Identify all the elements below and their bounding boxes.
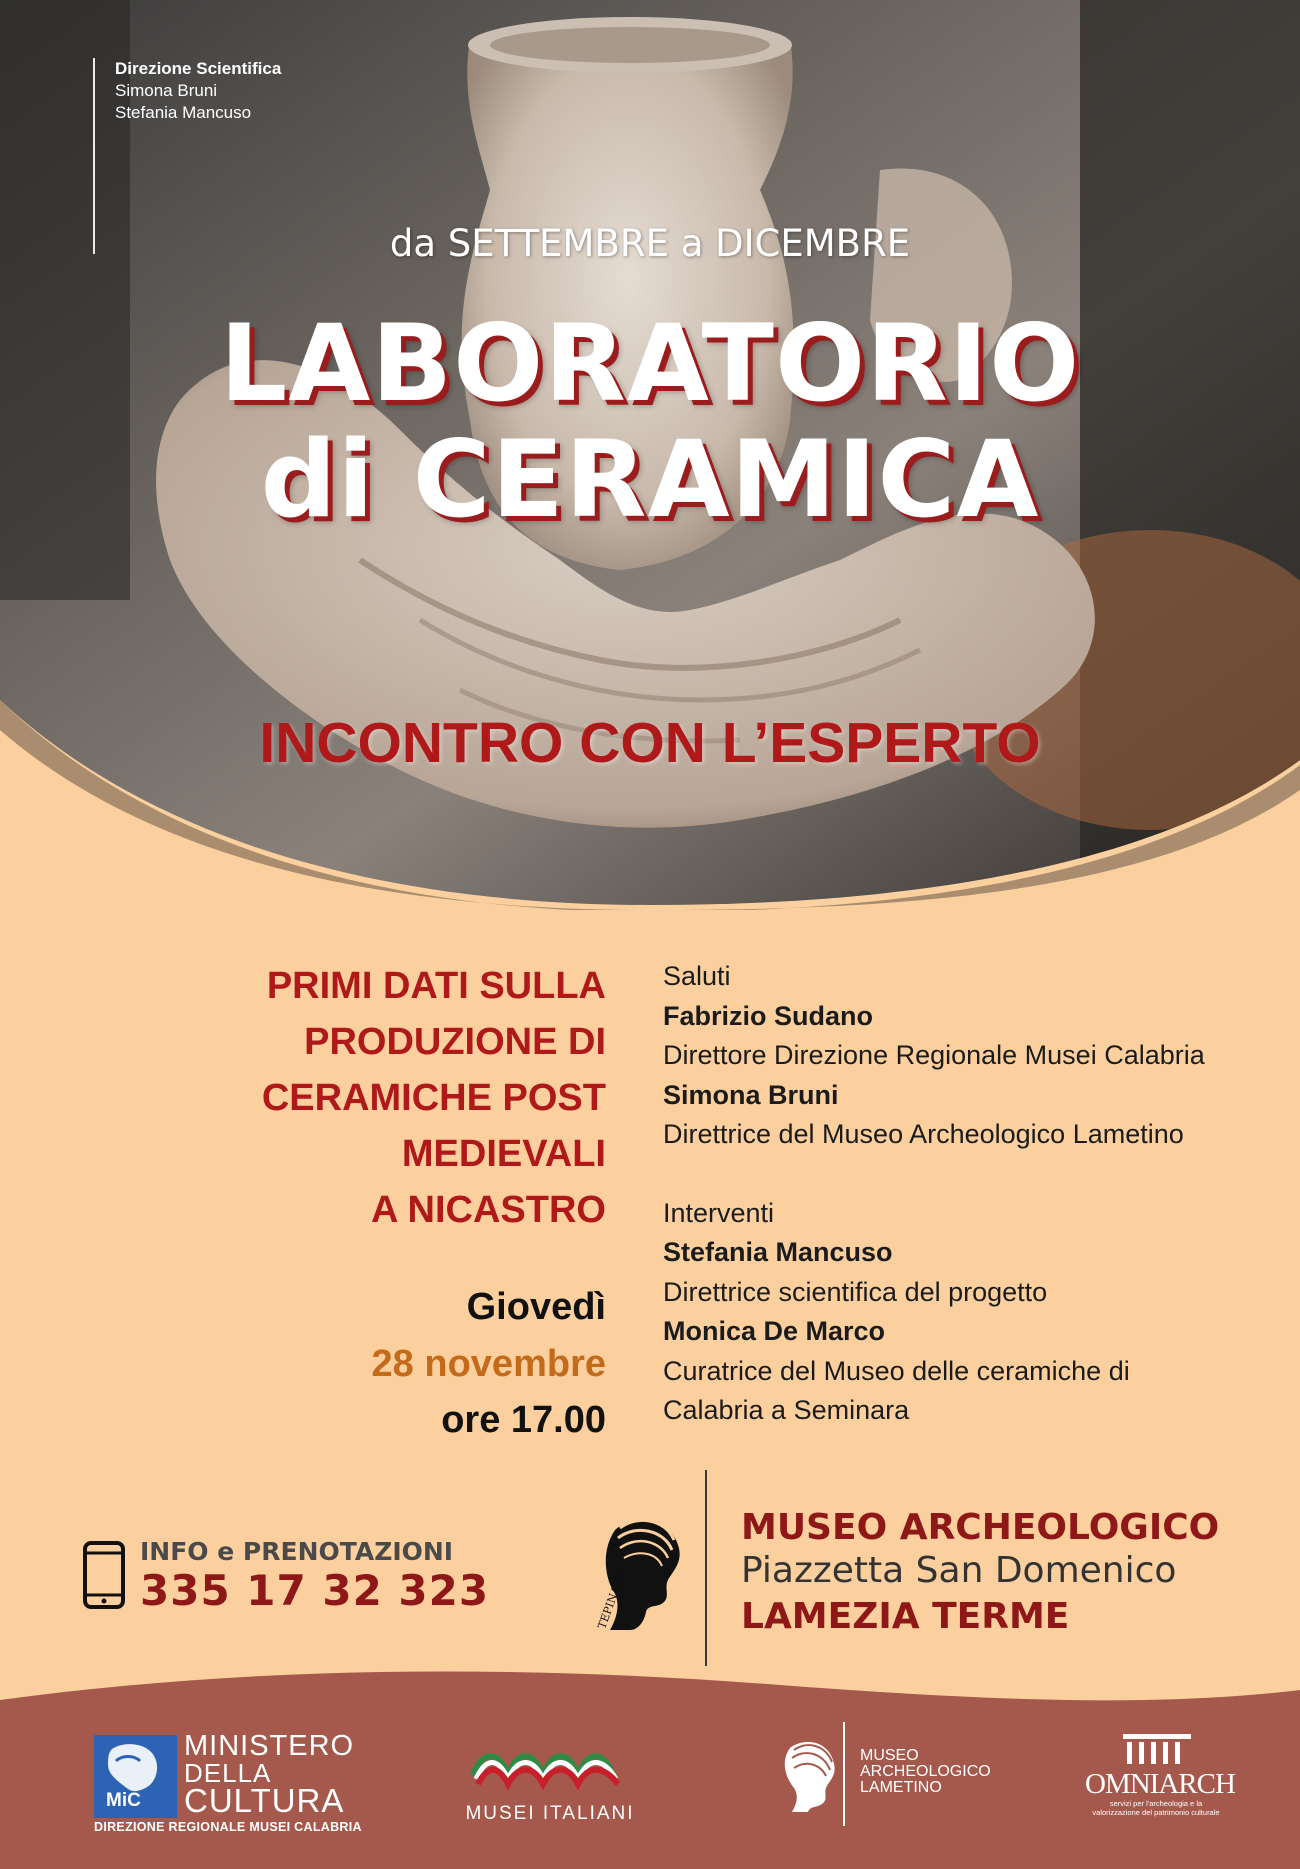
museo-lametino-head-logo [752, 1724, 842, 1824]
tepinaion-lettering: TEPINAION [595, 1562, 631, 1631]
topic-line: CERAMICHE POST [261, 1077, 606, 1119]
info-label: INFO e PRENOTAZIONI [140, 1537, 454, 1566]
speaker-name: Fabrizio Sudano [663, 1000, 874, 1031]
mic-line3: CULTURA [184, 1782, 345, 1819]
hero-text-layer [0, 0, 1300, 910]
main-title-line2: di CERAMICA [260, 418, 1040, 541]
speaker-name: Simona Bruni [663, 1079, 839, 1110]
mic-line1: MINISTERO [184, 1730, 355, 1762]
topic-line: MEDIEVALI [401, 1133, 606, 1175]
musei-italiani-logo [468, 1735, 628, 1795]
mic-badge-text: MiC [106, 1790, 141, 1811]
omniarch-name: OMNIARCH [1085, 1768, 1235, 1800]
smartphone-icon [82, 1540, 126, 1610]
event-day: Giovedì [466, 1286, 606, 1328]
speaker-name: Stefania Mancuso [663, 1237, 893, 1267]
interventi-label: Interventi [663, 1197, 775, 1228]
venue-divider [705, 1470, 707, 1666]
mic-line2: DELLA [184, 1758, 272, 1788]
mal-line: LAMETINO [860, 1779, 942, 1796]
topic-line: PRODUZIONE DI [304, 1021, 606, 1063]
speaker-name: Monica De Marco [663, 1316, 886, 1346]
main-title-line1: LABORATORIO [219, 302, 1081, 425]
museo-lametino-text [860, 1748, 991, 1796]
musei-italiani-label: MUSEI ITALIANI [465, 1803, 635, 1824]
speaker-role: Direttore Direzione Regionale Musei Calabria [663, 1040, 1205, 1070]
topic-line: A NICASTRO [370, 1189, 606, 1231]
venue-city: LAMEZIA TERME [741, 1596, 1070, 1637]
direzione-name: Stefania Mancuso [115, 103, 252, 122]
omniarch-temple-icon [1117, 1730, 1197, 1770]
mal-line: ARCHEOLOGICO [860, 1763, 991, 1780]
event-subtitle: INCONTRO CON L’ESPERTO [259, 711, 1041, 775]
event-datetime [146, 1278, 606, 1448]
hero-photo [0, 0, 1300, 910]
direzione-name: Simona Bruni [115, 81, 218, 100]
event-topic-column [146, 958, 606, 1448]
info-phone-number: 335 17 32 323 [140, 1566, 490, 1615]
period-text: da SETTEMBRE a DICEMBRE [389, 222, 911, 265]
speaker-role: Calabria a Seminara [663, 1395, 910, 1425]
event-date: 28 novembre [371, 1343, 606, 1385]
omniarch-subtitle: servizi per l'archeologia e la valorizzazione del patrimonio culturale [1092, 1799, 1220, 1817]
mic-line4: DIREZIONE REGIONALE MUSEI CALABRIA [94, 1820, 362, 1834]
direzione-title: Direzione Scientifica [115, 59, 282, 78]
saluti-label: Saluti [663, 961, 731, 991]
mal-line: MUSEO [860, 1747, 919, 1764]
event-time: ore 17.00 [441, 1399, 606, 1441]
speaker-role: Curatrice del Museo delle ceramiche di [663, 1355, 1130, 1386]
venue-name: MUSEO ARCHEOLOGICO [741, 1507, 1220, 1548]
tepinaion-head-logo [560, 1490, 690, 1650]
footer-logo-divider [843, 1722, 845, 1826]
venue-address: Piazzetta San Domenico [741, 1550, 1177, 1591]
program-column [663, 957, 1273, 1431]
speaker-role: Direttrice scientifica del progetto [663, 1276, 1048, 1307]
speaker-role: Direttrice del Museo Archeologico Lametino [663, 1119, 1184, 1149]
topic-title [146, 958, 606, 1238]
topic-line: PRIMI DATI SULLA [266, 965, 606, 1007]
